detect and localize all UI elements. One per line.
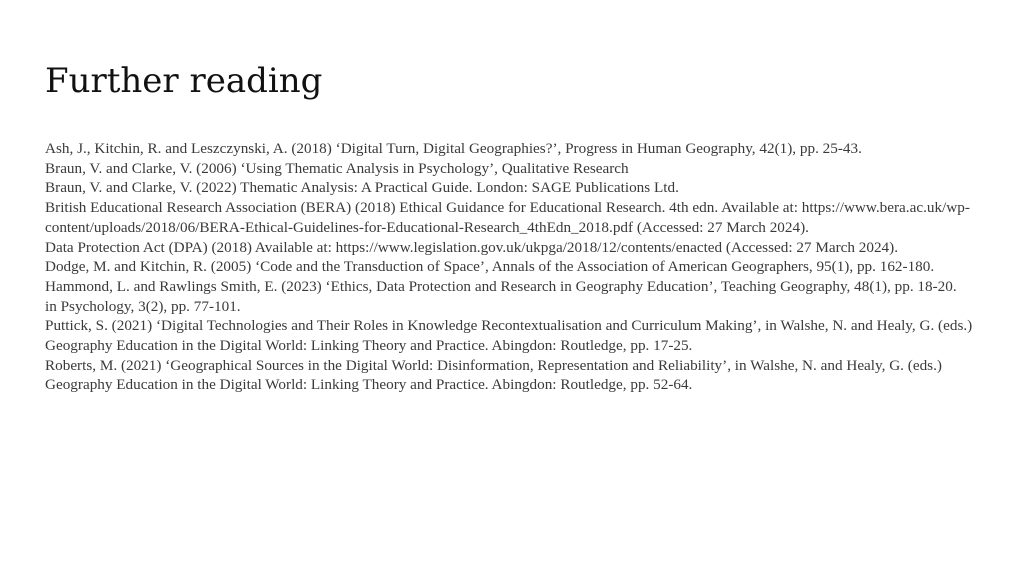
reference-item-hammond-2023: Hammond, L. and Rawlings Smith, E. (2023) ‘Ethics, Data Protection and Research in Geography Education’, Teaching Geography, 48(1), pp. 18-20. [45,277,957,295]
reference-item-braun-2006: Braun, V. and Clarke, V. (2006) ‘Using Thematic Analysis in Psychology’, Qualitative Research [45,159,629,177]
reference-item-roberts-2021: Roberts, M. (2021) ‘Geographical Sources in the Digital World: Disinformation, Representation and Reliability’, in Walshe, N. and Healy, G. (eds.) Geography Education in the Digital World: Linking Theory and Practice. Abingdon: Routledge, pp. 52-64. [45,356,942,394]
reference-item-braun-2022: Braun, V. and Clarke, V. (2022) Thematic Analysis: A Practical Guide. London: SAGE Publications Ltd. [45,179,679,197]
reference-item-ash-2018: Ash, J., Kitchin, R. and Leszczynski, A. (2018) ‘Digital Turn, Digital Geographies?’, Progress in Human Geography, 42(1), pp. 25-43. [45,140,862,157]
reference-item-bera-2018: British Educational Research Association (BERA) (2018) Ethical Guidance for Educational Research. 4th edn. Available at: https://www.bera.ac.uk/wp-content/uploads/2018/06/BERA-Ethical-Guidelines-for-Educational-Research_4thEdn_2018.pdf (Accessed: 27 March 2024). [45,199,970,236]
reference-item-dpa-2018: Data Protection Act (DPA) (2018) Available at: https://www.legislation.gov.uk/ukpga/2018/12/contents/enacted (Accessed: 27 March 2024). [45,238,898,256]
slide-title: Further reading [45,61,323,101]
reference-item-continuation: in Psychology, 3(2), pp. 77-101. [45,297,241,315]
reference-list [45,139,990,395]
reference-item-puttick-2021: Puttick, S. (2021) ‘Digital Technologies and Their Roles in Knowledge Recontextualisation and Curriculum Making’, in Walshe, N. and Healy, G. (eds.) Geography Education in the Digital World: Linking Theory and Practice. Abingdon: Routledge, pp. 17-25. [45,317,973,355]
reference-item-dodge-2005: Dodge, M. and Kitchin, R. (2005) ‘Code and the Transduction of Space’, Annals of the Association of American Geographers, 95(1), pp. 162-180. [45,258,935,276]
